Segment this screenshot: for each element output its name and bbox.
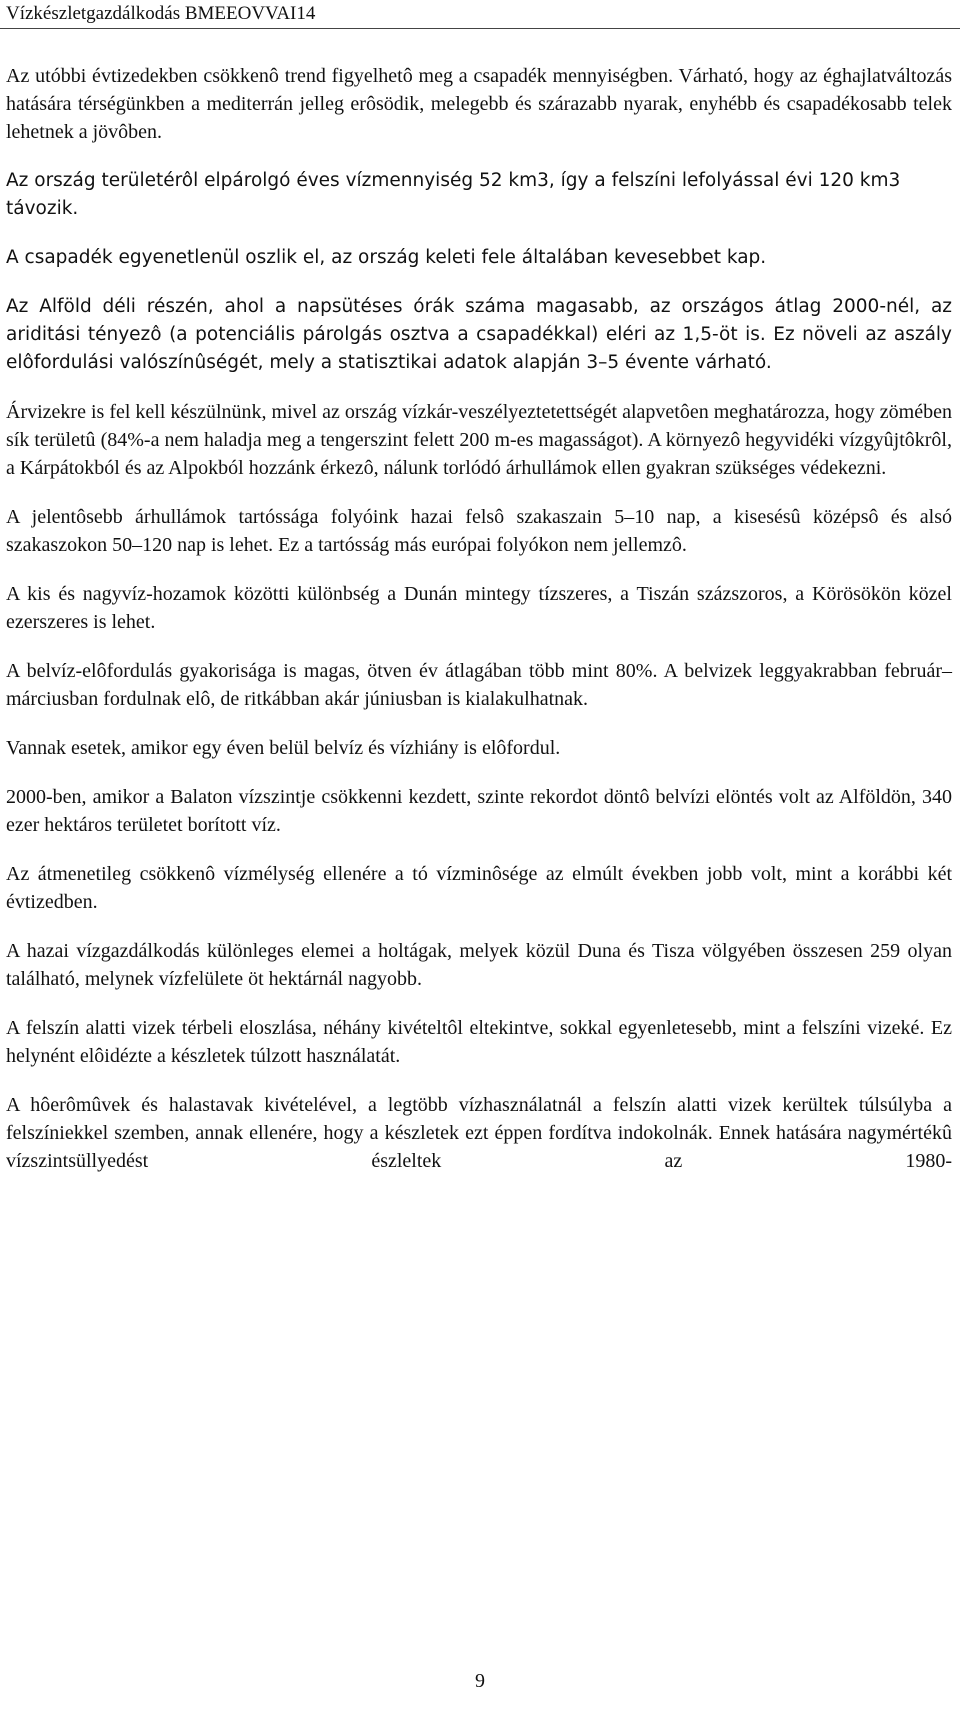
paragraph-discharge-difference: A kis és nagyvíz-hozamok közötti különbség a Dunán mintegy tízszeres, a Tiszán százszoros, a Körösökön közel ezerszeres is lehet.: [6, 583, 952, 633]
paragraph-groundwater-distribution: A felszín alatti vizek térbeli eloszlása, néhány kivételtôl eltekintve, sokkal egyenletesebb, mint a felszíni vizeké. Ez helynént elôidézte a készletek túlzott használatát.: [6, 1017, 952, 1067]
paragraph-inland-water: A belvíz-elôfordulás gyakorisága is magas, ötven év átlagában több mint 80%. A belvizek leggyakrabban február–márciusban fordulnak elô, de ritkábban akár júniusban is kialakulhatnak.: [6, 660, 952, 710]
paragraph-evaporation: Az ország területérôl elpárolgó éves vízmennyiség 52 km3, így a felszíni lefolyással évi 120 km3 távozik.: [6, 170, 901, 219]
paragraph-precipitation-trend: Az utóbbi évtizedekben csökkenô trend figyelhetô meg a csapadék mennyiségben. Várható, hogy az éghajlatváltozás hatására térségünkben a mediterrán jelleg erôsödik, melegebb és szárazabb nyarak, enyhébb és csapadékosabb telek lehetnek a jövôben.: [6, 65, 952, 143]
page-number: 9: [475, 1670, 485, 1692]
paragraph-floods: Árvizekre is fel kell készülnünk, mivel az ország vízkár-veszélyeztetettségét alapvetôen meghatározza, hogy zömében sík területû (84%-a nem haladja meg a tengerszint felett 200 m-es magasságot). A környezô hegyvidéki vízgyûjtôkrôl, a Kárpátokból és az Alpokból hozzánk érkezô, nálunk torlódó árhullámok ellen gyakran szükséges védekezni.: [6, 401, 952, 479]
running-header: Vízkészletgazdálkodás BMEEOVVAI14: [6, 3, 316, 24]
paragraph-water-shortage: Vannak esetek, amikor egy éven belül belvíz és vízhiány is elôfordul.: [6, 737, 561, 759]
paragraph-precipitation-distribution: A csapadék egyenetlenül oszlik el, az ország keleti fele általában kevesebbet kap.: [6, 247, 767, 268]
paragraph-flood-duration: A jelentôsebb árhullámok tartóssága folyóink hazai felsô szakaszain 5–10 nap, a kisesésû középsô és alsó szakaszokon 50–120 nap is lehet. Ez a tartósság más európai folyókon nem jellemzô.: [6, 506, 952, 556]
paragraph-aridity: Az Alföld déli részén, ahol a napsütéses órák száma magasabb, az országos átlag 2000-nél, az ariditási tényezô (a potenciális párolgás osztva a csapadékkal) eléri az 1,5-öt is. Ez növeli az aszály elôfordulási valószínûségét, mely a statisztikai adatok alapján 3–5 évente várható.: [6, 296, 952, 373]
header-divider: [0, 28, 960, 29]
paragraph-oxbow-lakes: A hazai vízgazdálkodás különleges elemei a holtágak, melyek közül Duna és Tisza völgyében összesen 259 olyan található, melynek vízfelülete öt hektárnál nagyobb.: [6, 940, 952, 990]
paragraph-balaton-2000: 2000-ben, amikor a Balaton vízszintje csökkenni kezdett, szinte rekordot döntô belvízi elöntés volt az Alföldön, 340 ezer hektáros területet borított víz.: [6, 786, 952, 836]
paragraph-lake-quality: Az átmenetileg csökkenô vízmélység ellenére a tó vízminôsége az elmúlt években jobb volt, mint a korábbi két évtizedben.: [6, 863, 952, 913]
paragraph-groundwater-use: A hôerômûvek és halastavak kivételével, a legtöbb vízhasználatnál a felszín alatti vizek kerültek túlsúlyba a felszíniekkel szemben, annak ellenére, hogy a készletek ezt éppen fordítva indokolnák. Ennek hatására nagymértékû vízszintsüllyedést észleltek az 1980-: [6, 1094, 952, 1172]
body-text: [6, 62, 952, 1175]
